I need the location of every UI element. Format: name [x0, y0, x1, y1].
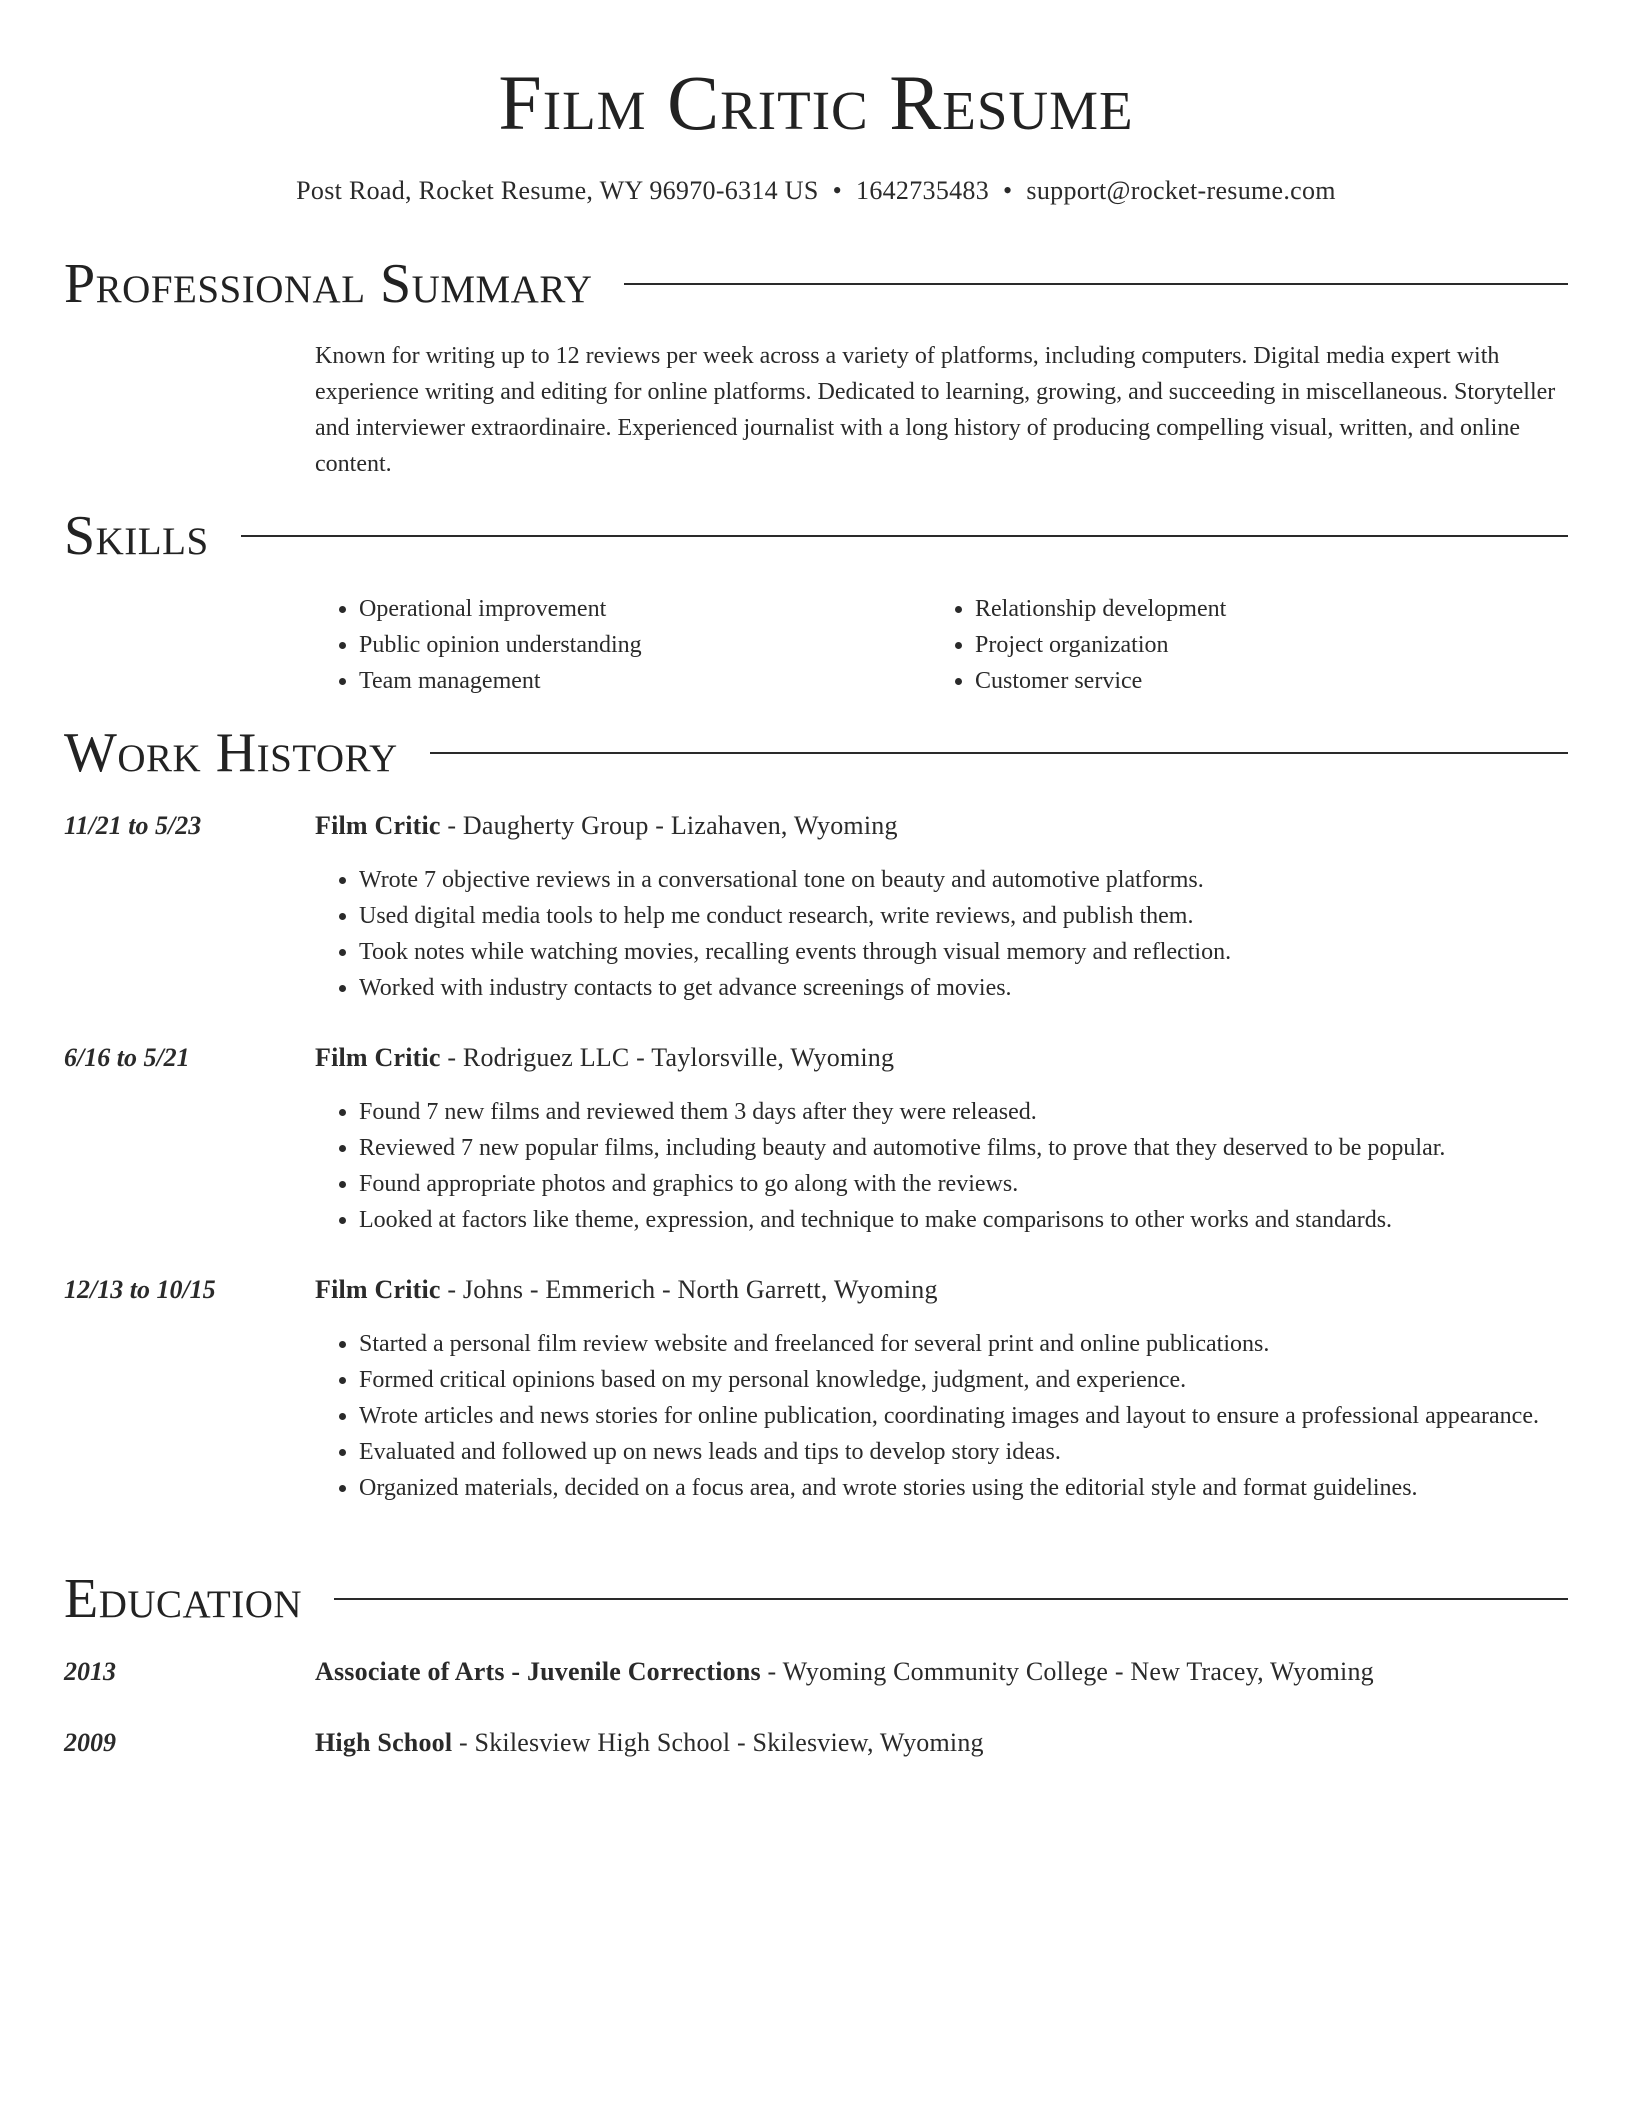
- skills-section-header: [64, 506, 1568, 566]
- education-year: 2009: [64, 1728, 116, 1757]
- education-details: - Skilesview High School - Skilesview, Wyoming: [452, 1728, 984, 1757]
- education-year: 2013: [64, 1657, 116, 1686]
- skill-item: • Project organization: [975, 627, 1547, 663]
- job-bullet: • Organized materials, decided on a focus area, and wrote stories using the editorial style and format guidelines.: [359, 1470, 1575, 1506]
- job-bullet: • Wrote articles and news stories for online publication, coordinating images and layout to ensure a professional appearance.: [359, 1398, 1575, 1434]
- job-details: - Johns - Emmerich - North Garrett, Wyoming: [440, 1275, 938, 1304]
- section-title-work: Work History: [64, 722, 398, 784]
- job-bullet: • Used digital media tools to help me conduct research, write reviews, and publish them.: [359, 898, 1575, 934]
- education-line: [315, 1726, 984, 1760]
- job-details: - Daugherty Group - Lizahaven, Wyoming: [440, 811, 898, 840]
- skill-item: • Customer service: [975, 663, 1547, 699]
- job-bullet: • Worked with industry contacts to get advance screenings of movies.: [359, 970, 1575, 1006]
- skills-column-left: [315, 591, 931, 699]
- section-divider: [430, 752, 1568, 754]
- education-degree: Associate of Arts - Juvenile Corrections: [315, 1657, 761, 1686]
- contact-phone: 1642735483: [856, 176, 990, 205]
- section-divider: [241, 535, 1568, 537]
- education-details: - Wyoming Community College - New Tracey, Wyoming: [760, 1657, 1374, 1686]
- contact-separator: •: [1003, 176, 1013, 205]
- job-role: Film Critic: [315, 1043, 441, 1072]
- job-bullet: • Wrote 7 objective reviews in a conversational tone on beauty and automotive platforms.: [359, 862, 1575, 898]
- contact-address: Post Road, Rocket Resume, WY 96970-6314 US: [296, 176, 819, 205]
- job-role: Film Critic: [315, 811, 441, 840]
- section-title-skills: Skills: [64, 505, 209, 567]
- job-bullet: • Formed critical opinions based on my personal knowledge, judgment, and experience.: [359, 1362, 1575, 1398]
- summary-text: Known for writing up to 12 reviews per week across a variety of platforms, including computers. Digital media expert with experience writing and editing for online platforms. Dedicated to learning, growing, and succeeding in miscellaneous. Storyteller and interviewer extraordinaire. Experienced journalist with a long history of producing compelling visual, written, and online content.: [315, 343, 1556, 477]
- resume-title: Film Critic Resume: [498, 59, 1134, 146]
- job-title-line: [315, 1273, 938, 1307]
- job-bullet: • Took notes while watching movies, recalling events through visual memory and reflection.: [359, 934, 1575, 970]
- job-bullet: • Evaluated and followed up on news leads and tips to develop story ideas.: [359, 1434, 1575, 1470]
- section-title-education: Education: [64, 1568, 303, 1630]
- job-bullet: • Started a personal film review website and freelanced for several print and online publications.: [359, 1326, 1575, 1362]
- job-title-line: [315, 1041, 894, 1075]
- contact-separator: •: [832, 176, 843, 205]
- section-title-summary: Professional Summary: [64, 253, 593, 315]
- job-bullet: • Found 7 new films and reviewed them 3 days after they were released.: [359, 1094, 1575, 1130]
- skills-column-right: [931, 591, 1547, 699]
- job-bullet: • Found appropriate photos and graphics to go along with the reviews.: [359, 1166, 1575, 1202]
- work-section-header: [64, 723, 1568, 783]
- job-role: Film Critic: [315, 1275, 441, 1304]
- job-details: - Rodriguez LLC - Taylorsville, Wyoming: [440, 1043, 895, 1072]
- summary-section-header: [64, 254, 1568, 314]
- job-dates: 11/21 to 5/23: [64, 811, 202, 840]
- job-bullet: • Reviewed 7 new popular films, including beauty and automotive films, to prove that they deserved to be popular.: [359, 1130, 1575, 1166]
- section-divider: [334, 1598, 1568, 1600]
- job-title-line: [315, 809, 898, 843]
- section-divider: [624, 283, 1568, 285]
- job-dates: 12/13 to 10/15: [64, 1275, 216, 1304]
- job-dates: 6/16 to 5/21: [64, 1043, 190, 1072]
- contact-line: [0, 174, 1632, 208]
- skills-list: [315, 591, 1575, 699]
- job-bullets: [315, 862, 1575, 1006]
- education-line: [315, 1655, 1374, 1689]
- skill-item: • Relationship development: [975, 591, 1547, 627]
- education-section-header: [64, 1569, 1568, 1629]
- skill-item: • Public opinion understanding: [359, 627, 931, 663]
- job-bullets: [315, 1326, 1575, 1506]
- job-bullets: [315, 1094, 1575, 1238]
- contact-email: support@rocket-resume.com: [1026, 176, 1336, 205]
- skill-item: • Team management: [359, 663, 931, 699]
- job-bullet: • Looked at factors like theme, expression, and technique to make comparisons to other works and standards.: [359, 1202, 1575, 1238]
- education-degree: High School: [315, 1728, 453, 1757]
- skill-item: • Operational improvement: [359, 591, 931, 627]
